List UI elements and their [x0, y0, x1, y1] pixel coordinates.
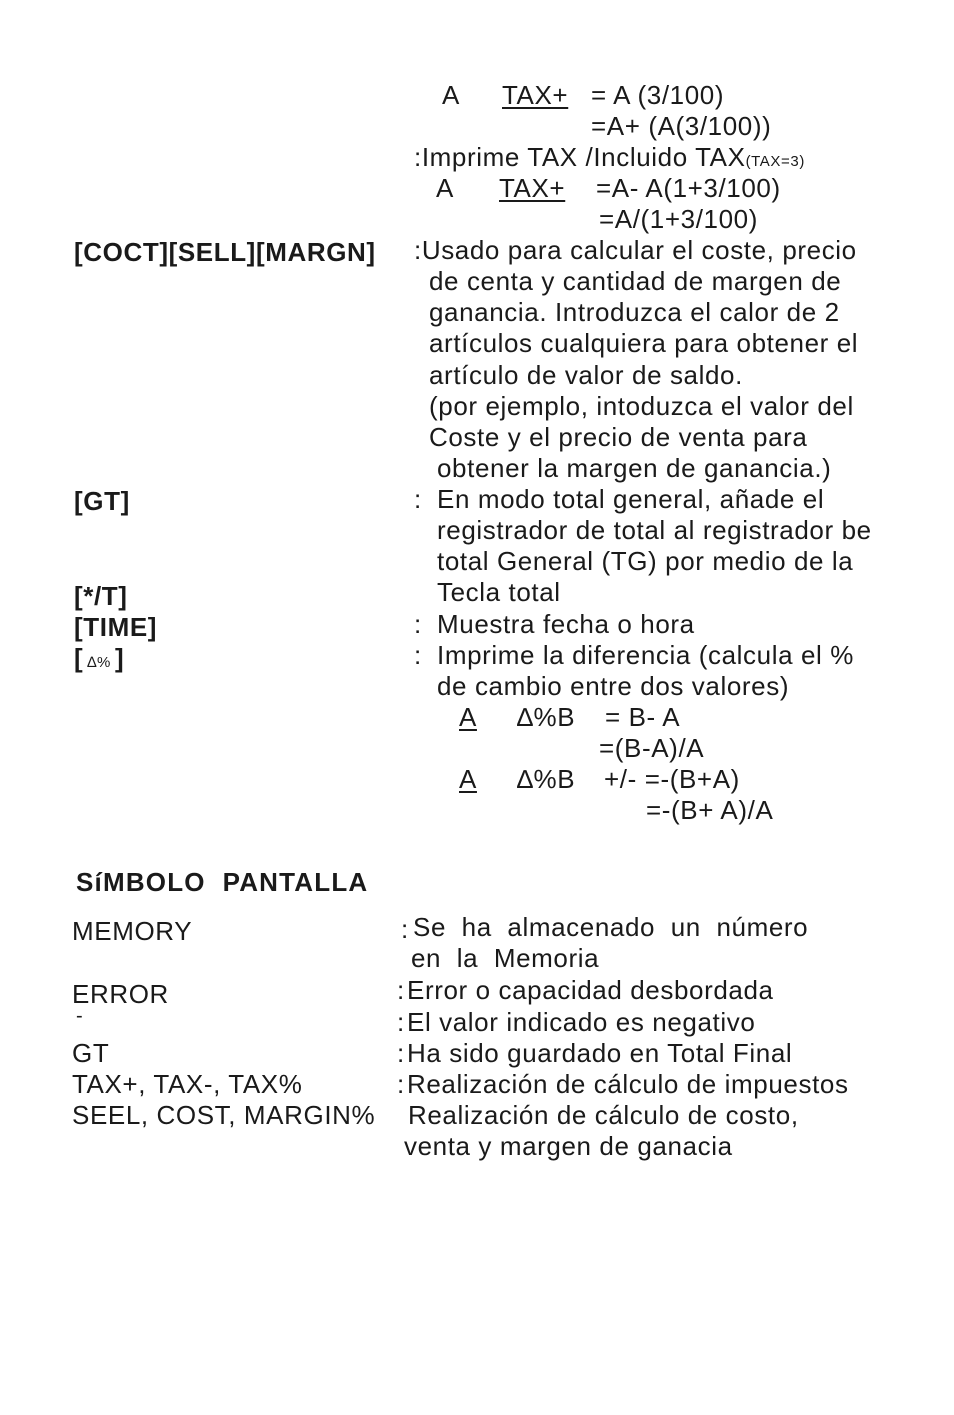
- tax-line1-a: A: [442, 80, 460, 110]
- gt-separator: :: [414, 484, 422, 514]
- tax-line1-eq: = A (3/100): [591, 80, 725, 110]
- coct-key-label: [COCT][SELL][MARGN]: [74, 237, 376, 267]
- symbol-desc-line: venta y margen de ganacia: [404, 1131, 733, 1161]
- delta-desc-line: de cambio entre dos valores): [437, 671, 790, 701]
- tax-line4-a: A: [436, 173, 454, 203]
- gt-desc-line: total General (TG) por medio de la: [437, 546, 854, 576]
- delta-f3-a: A: [459, 764, 477, 794]
- tax-line5-eq: =A/(1+3/100): [599, 204, 758, 234]
- gt-desc-line: Tecla total: [437, 577, 561, 607]
- symbol-label: TAX+, TAX-, TAX%: [72, 1069, 303, 1099]
- delta-separator: :: [414, 640, 422, 670]
- delta-f1-a: A: [459, 702, 477, 732]
- coct-desc-line: de centa y cantidad de margen de: [429, 266, 842, 296]
- symbol-desc-line: Realización de cálculo de costo,: [408, 1100, 799, 1130]
- symbol-separator: :: [397, 975, 405, 1005]
- delta-key-close: ]: [114, 643, 125, 673]
- symbol-desc-line: Error o capacidad desbordada: [407, 975, 774, 1005]
- delta-f1-eq: = B- A: [605, 702, 681, 732]
- coct-desc-line: Coste y el precio de venta para: [429, 422, 808, 452]
- gt-desc-line: En modo total general, añade el: [437, 484, 825, 514]
- symbol-label: MEMORY: [72, 916, 193, 946]
- delta-key-open: [: [74, 643, 84, 673]
- delta-f1-key: ∆%B: [517, 702, 576, 732]
- tax-line4-eq: =A- A(1+3/100): [596, 173, 781, 203]
- coct-desc-line: artículos cualquiera para obtener el: [429, 328, 859, 358]
- symbol-desc-line: en la Memoria: [411, 943, 600, 973]
- gt-key-label: [GT]: [74, 486, 130, 516]
- time-separator: :: [414, 609, 422, 639]
- delta-icon: ∆%: [87, 654, 111, 671]
- symbol-separator: :: [397, 1038, 405, 1068]
- star-t-key-label: [*/T]: [74, 581, 128, 611]
- coct-desc-line: obtener la margen de ganancia.): [437, 453, 832, 483]
- coct-desc-line: ganancia. Introduzca el calor de 2: [429, 297, 840, 327]
- symbol-separator: :: [397, 1069, 405, 1099]
- symbol-label: -: [76, 1005, 84, 1027]
- delta-desc-line: Imprime la diferencia (calcula el %: [437, 640, 854, 670]
- delta-f2-eq: =(B-A)/A: [599, 733, 705, 763]
- gt-desc-line: registrador de total al registrador be: [437, 515, 872, 545]
- tax-line3: [414, 144, 805, 170]
- symbol-separator: :: [397, 1007, 405, 1037]
- tax-line1-key: TAX+: [502, 80, 569, 110]
- tax-line3-text: :Imprime TAX /Incluido TAX: [414, 142, 746, 172]
- tax-line4-key: TAX+: [499, 173, 566, 203]
- delta-f3-eq: +/- =-(B+A): [604, 764, 740, 794]
- coct-desc-line: :Usado para calcular el coste, precio: [414, 235, 857, 265]
- symbol-label: ERROR: [72, 979, 169, 1009]
- tax-line2-eq: =A+ (A(3/100)): [591, 111, 772, 141]
- coct-desc-line: artículo de valor de saldo.: [429, 360, 743, 390]
- section-heading: SíMBOLO PANTALLA: [76, 867, 369, 897]
- time-key-label: [TIME]: [74, 612, 158, 642]
- tax-line3-small: (TAX=3): [745, 153, 805, 170]
- symbol-label: GT: [72, 1038, 110, 1068]
- delta-key-label: [74, 645, 124, 671]
- symbol-separator: :: [401, 914, 409, 944]
- time-desc: Muestra fecha o hora: [437, 609, 695, 639]
- delta-f3-key: ∆%B: [517, 764, 576, 794]
- symbol-desc-line: Se ha almacenado un número: [413, 912, 809, 942]
- symbol-desc-line: Realización de cálculo de impuestos: [407, 1069, 849, 1099]
- delta-f4-eq: =-(B+ A)/A: [646, 795, 774, 825]
- coct-desc-line: (por ejemplo, intoduzca el valor del: [429, 391, 854, 421]
- symbol-desc-line: Ha sido guardado en Total Final: [407, 1038, 793, 1068]
- symbol-desc-line: El valor indicado es negativo: [407, 1007, 756, 1037]
- symbol-label: SEEL, COST, MARGIN%: [72, 1100, 376, 1130]
